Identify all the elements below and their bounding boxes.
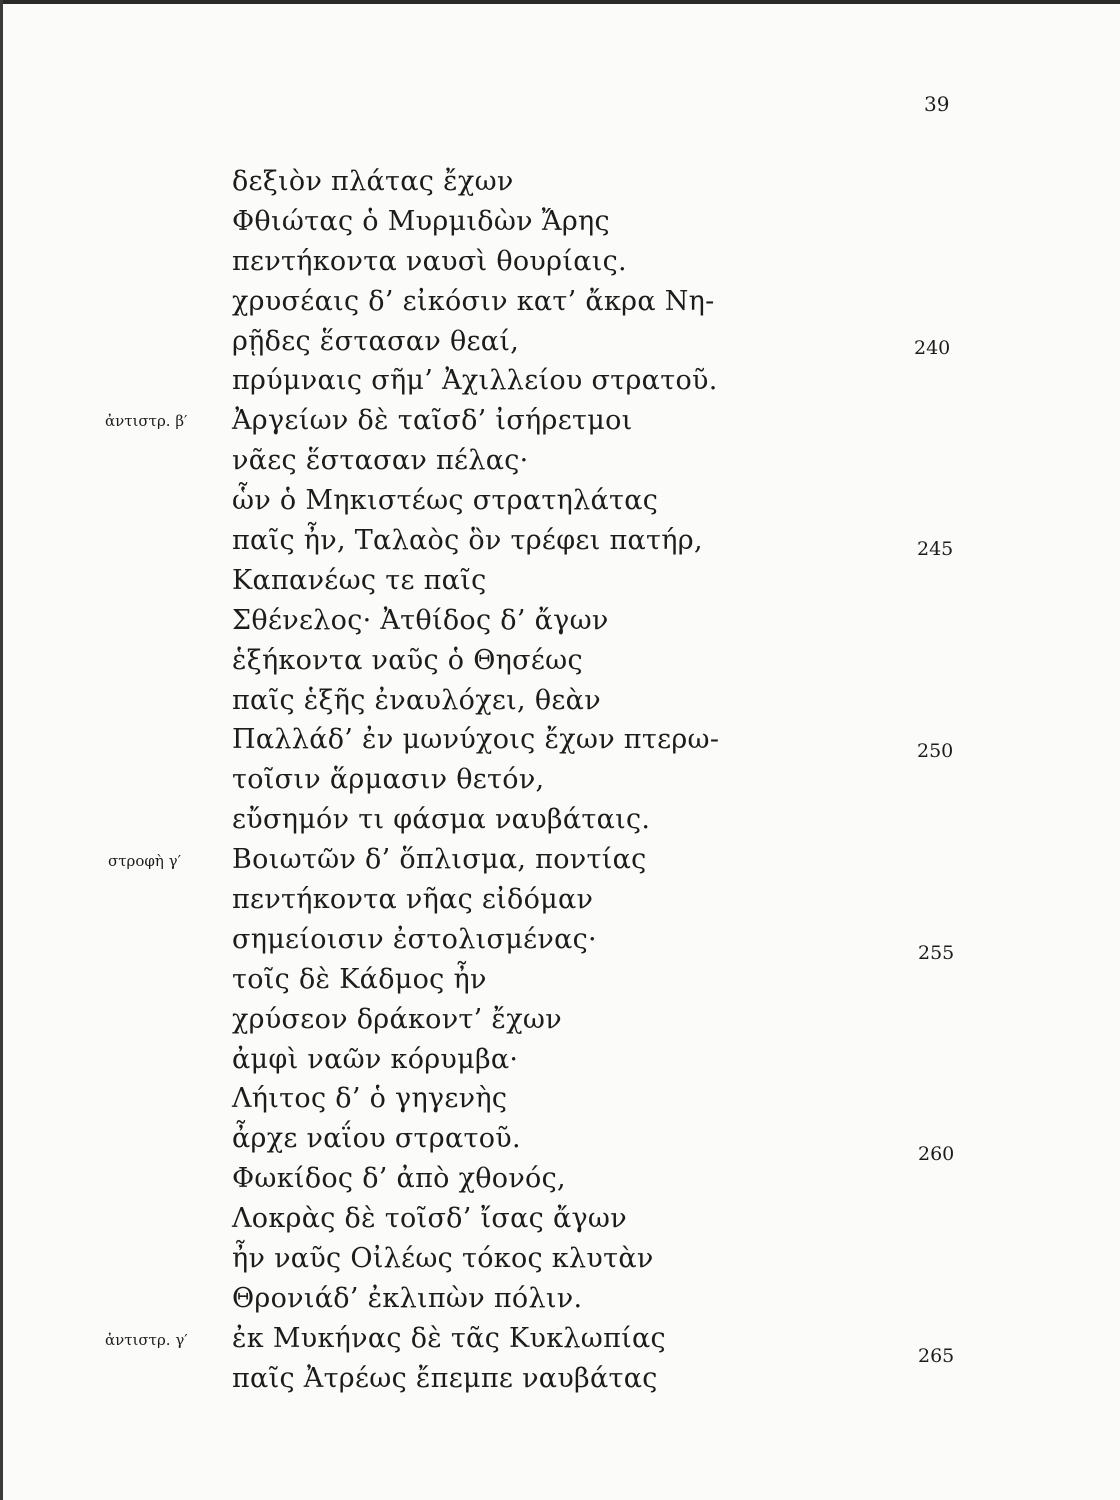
verse-line: εὔσημόν τι φάσμα ναυβάταις.	[232, 804, 651, 836]
verse-line: τοῖσιν ἅρμασιν θετόν,	[232, 764, 545, 796]
line-number-255: 255	[918, 942, 955, 964]
verse-line: παῖς ἦν, Ταλαὸς ὃν τρέφει πατήρ,	[232, 525, 703, 557]
verse-line: Λήιτος δ’ ὁ γηγενὴς	[232, 1083, 508, 1115]
line-number-250: 250	[917, 740, 954, 762]
line-number-260: 260	[918, 1143, 955, 1165]
verse-line: ἀμφὶ ναῶν κόρυμβα·	[232, 1043, 519, 1075]
verse-line: Φθιώτας ὁ Μυρμιδὼν Ἄρης	[232, 205, 610, 237]
verse-line: ἐκ Μυκήνας δὲ τᾶς Κυκλωπίας	[232, 1322, 666, 1354]
margin-label-antistrophe-b: ἀντιστρ. β′	[105, 412, 188, 430]
verse-line: ὧν ὁ Μηκιστέως στρατηλάτας	[232, 485, 659, 517]
line-number-240: 240	[914, 337, 951, 359]
verse-line: παῖς Ἀτρέως ἔπεμπε ναυβάτας	[232, 1362, 658, 1394]
verse-line: Σθένελος· Ἀτθίδος δ’ ἄγων	[232, 604, 609, 636]
verse-line: Ἀργείων δὲ ταῖσδ’ ἰσήρετμοι	[232, 405, 633, 437]
verse-line: ἦν ναῦς Οἰλέως τόκος κλυτὰν	[232, 1243, 654, 1275]
verse-line: Καπανέως τε παῖς	[232, 564, 487, 596]
verse-line: χρυσέαις δ’ εἰκόσιν κατ’ ἄκρα Νη-	[232, 285, 715, 317]
verse-line: ἑξήκοντα ναῦς ὁ Θησέως	[232, 644, 583, 676]
page-left-edge	[0, 0, 3, 1500]
line-number-265: 265	[918, 1345, 955, 1367]
page-top-edge	[0, 0, 1120, 4]
verse-line: πεντήκοντα ναυσὶ θουρίαις.	[232, 245, 627, 277]
verse-line: σημείοισιν ἐστολισμένας·	[232, 923, 597, 955]
verse-block	[232, 162, 932, 1399]
verse-line: ἆρχε ναΐου στρατοῦ.	[232, 1123, 521, 1155]
verse-line: πρύμναις σῆμ’ Ἀχιλλείου στρατοῦ.	[232, 365, 718, 397]
verse-line: ρῇδες ἕστασαν θεαί,	[232, 325, 520, 357]
verse-line: Θρονιάδ’ ἐκλιπὼν πόλιν.	[232, 1282, 583, 1314]
verse-line: Παλλάδ’ ἐν μωνύχοις ἔχων πτερω-	[232, 724, 720, 756]
verse-line: δεξιὸν πλάτας ἔχων	[232, 166, 514, 197]
page-number: 39	[924, 92, 950, 116]
verse-line: χρύσεον δράκοντ’ ἔχων	[232, 1003, 562, 1035]
margin-label-strophe-g: στροφὴ γ′	[108, 852, 182, 870]
verse-line: Βοιωτῶν δ’ ὅπλισμα, ποντίας	[232, 844, 647, 876]
verse-line: Φωκίδος δ’ ἀπὸ χθονός,	[232, 1163, 566, 1195]
verse-line: Λοκρὰς δὲ τοῖσδ’ ἴσας ἄγων	[232, 1203, 627, 1235]
verse-line: νᾶες ἕστασαν πέλας·	[232, 445, 529, 477]
verse-line: παῖς ἑξῆς ἐναυλόχει, θεὰν	[232, 684, 601, 716]
margin-label-antistrophe-g: ἀντιστρ. γ′	[105, 1331, 188, 1349]
verse-line: τοῖς δὲ Κάδμος ἦν	[232, 963, 487, 995]
verse-line: πεντήκοντα νῆας εἰδόμαν	[232, 884, 594, 916]
line-number-245: 245	[917, 538, 954, 560]
